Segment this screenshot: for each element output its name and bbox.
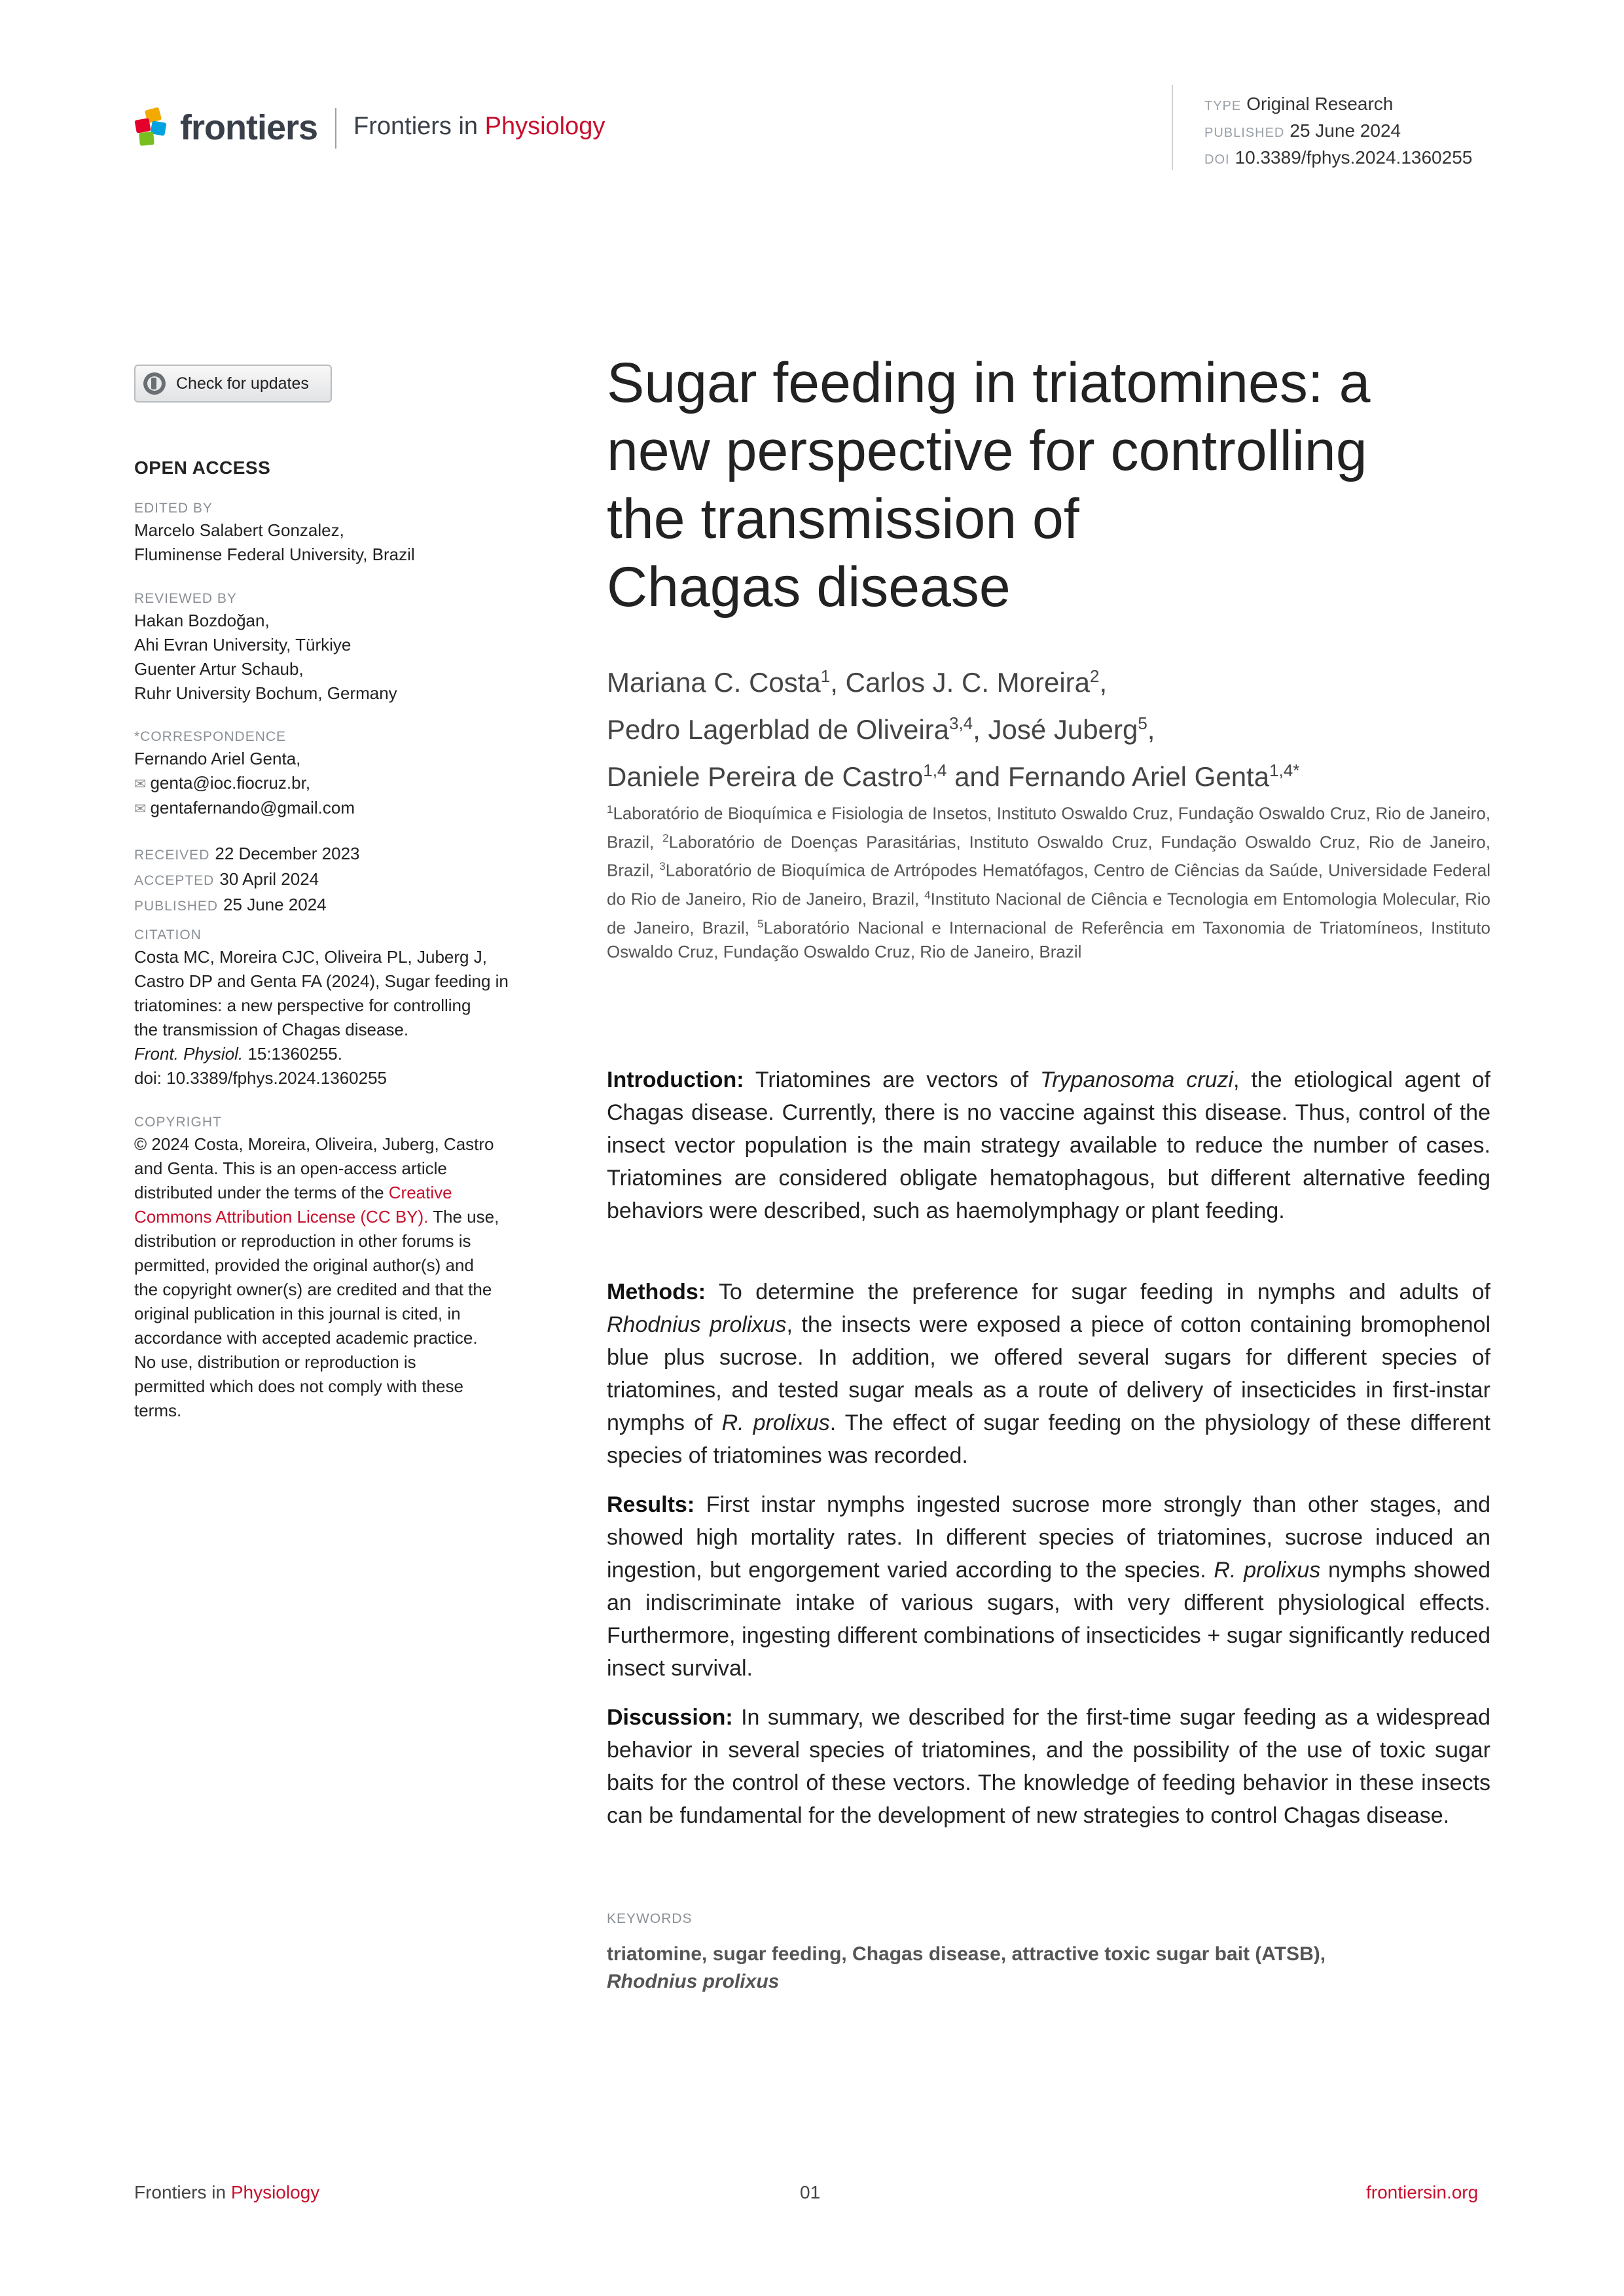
citation-journal: Front. Physiol. [134, 1044, 244, 1064]
intro-text: , the etiological agent of Chagas disease. Currently, there is no vaccine against this disease. Thus, control of the insect vector population is the main strategy available to reduce the number of cases. Triatomines are considered obligate hematophagous, but different alternative feeding behaviors were described, such as haemolymphagy or plant feeding. [607, 1067, 1490, 1223]
affil-text: Laboratório de Bioquímica de Artrópodes Hematófagos, Centro de Ciências da Saúde, Universidade Federal do Rio de Janeiro, Rio de Janeiro, Brazil, [607, 860, 1490, 909]
author-affil: 1,4 [923, 761, 947, 780]
copyright-line: the copyright owner(s) are credited and that the [134, 1280, 492, 1299]
copyright-text: The use, [433, 1207, 499, 1227]
journal-prefix: Frontiers in [353, 113, 478, 140]
article-meta [1204, 92, 1472, 172]
author-list [607, 656, 1523, 797]
intro-species: Trypanosoma cruzi [1039, 1067, 1234, 1092]
citation-line [134, 1042, 547, 1066]
author-affil: 1,4* [1269, 761, 1300, 780]
intro-text: Triatomines are vectors of [744, 1067, 1040, 1092]
edited-by-section [134, 499, 547, 567]
copyright-line: permitted which does not comply with these [134, 1376, 463, 1396]
author-name[interactable]: Daniele Pereira de Castro [607, 761, 924, 792]
title-line: the transmission of [607, 488, 1079, 550]
author-sep: , [830, 667, 846, 698]
citation-line: the transmission of Chagas disease. [134, 1020, 409, 1039]
doi-key: DOI [1204, 152, 1230, 167]
results-species: R. prolixus [1214, 1558, 1321, 1583]
received-value: 22 December 2023 [215, 844, 360, 863]
author-name[interactable]: Carlos J. C. Moreira [845, 667, 1091, 698]
journal-name[interactable] [353, 113, 605, 141]
affil-sup: 2 [662, 831, 669, 844]
accepted-date [134, 867, 547, 893]
citation-doi[interactable]: doi: 10.3389/fphys.2024.1360255 [134, 1068, 388, 1088]
reviewer-line: Ahi Evran University, Türkiye [134, 635, 352, 655]
affil-text: Instituto Nacional de Ciência e Tecnologia em Entomologia Molecular, Rio de Janeiro, Brazil, [607, 889, 1490, 938]
copyright-line: accordance with accepted academic practice. [134, 1328, 478, 1348]
footer-journal-name: Physiology [230, 2182, 320, 2202]
copyright-line [134, 1205, 547, 1229]
published-key: PUBLISHED [1204, 126, 1285, 140]
published-value: 25 June 2024 [1290, 120, 1401, 141]
author-affil: 5 [1138, 713, 1147, 733]
footer-journal[interactable] [134, 2182, 319, 2203]
license-link[interactable]: Commons Attribution License (CC BY). [134, 1207, 429, 1227]
citation-volume: 15:1360255. [247, 1044, 342, 1064]
published-value: 25 June 2024 [223, 895, 327, 914]
methods-text: , the insects were exposed a piece of cotton containing bromophenol blue plus sucrose. In addition, we offered several sugars for different species of triatomines, and tested sugar meals as a route of delivery of insecticides in first-instar nymphs of [607, 1312, 1490, 1435]
abstract-discussion [607, 1701, 1490, 1832]
abstract-methods [607, 1276, 1490, 1472]
article-title [607, 349, 1523, 621]
envelope-icon: ✉ [134, 800, 147, 817]
check-for-updates-label: Check for updates [176, 374, 309, 393]
title-line: Sugar feeding in triatomines: a [607, 351, 1371, 414]
affil-sup: 1 [607, 803, 613, 816]
author-affil: 2 [1090, 666, 1100, 686]
type-key: TYPE [1204, 99, 1242, 113]
author-line [607, 656, 1523, 703]
correspondence-section [134, 727, 547, 821]
copyright-line: distribution or reproduction in other forums is [134, 1231, 471, 1251]
author-sep: and [947, 761, 1008, 792]
copyright-line: terms. [134, 1401, 182, 1420]
affil-sup: 4 [924, 888, 931, 901]
author-name[interactable]: Fernando Ariel Genta [1007, 761, 1270, 792]
dates-section [134, 842, 547, 918]
discussion-label: Discussion: [607, 1705, 733, 1730]
email-line[interactable] [134, 796, 547, 821]
copyright-line: © 2024 Costa, Moreira, Oliveira, Juberg, Castro [134, 1134, 494, 1154]
citation-line: triatomines: a new perspective for controlling [134, 996, 471, 1015]
author-affil: 3,4 [949, 713, 973, 733]
methods-text: . The effect of sugar feeding on the physiology of these different species of triatomines was recorded. [607, 1410, 1490, 1468]
received-label: RECEIVED [134, 848, 210, 863]
author-affil: 1 [820, 666, 831, 686]
license-link[interactable]: Creative [388, 1183, 452, 1202]
check-for-updates-button[interactable] [134, 365, 332, 403]
author-sep: , [1147, 714, 1155, 745]
type-value: Original Research [1246, 94, 1394, 114]
copyright-line: permitted, provided the original author(s) and [134, 1255, 474, 1275]
results-text: nymphs showed an indiscriminate intake of various sugars, with very different physiological effects. Furthermore, ingesting different combinations of insecticides + sugar significantly reduced insect survival. [607, 1558, 1490, 1681]
citation-label: CITATION [134, 927, 202, 942]
author-line [607, 703, 1523, 750]
reviewed-by-section [134, 589, 547, 706]
abstract-introduction [607, 1064, 1490, 1227]
author-name[interactable]: Mariana C. Costa [607, 667, 821, 698]
title-line: new perspective for controlling [607, 420, 1367, 482]
author-sep: , [973, 714, 988, 745]
intro-label: Introduction: [607, 1067, 744, 1092]
methods-species: R. prolixus [721, 1410, 830, 1435]
affil-text: Laboratório de Bioquímica e Fisiologia de Insetos, Instituto Oswaldo Cruz, Fundação Oswaldo Cruz, Rio de Janeiro, Brazil, [607, 803, 1490, 852]
meta-divider [1172, 85, 1173, 170]
citation-section [134, 925, 547, 1090]
copyright-line: original publication in this journal is cited, in [134, 1304, 461, 1323]
reviewer-line: Ruhr University Bochum, Germany [134, 683, 397, 703]
author-sep: , [1099, 667, 1108, 698]
copyright-label: COPYRIGHT [134, 1115, 222, 1130]
accepted-value: 30 April 2024 [219, 869, 319, 889]
email-line[interactable] [134, 771, 547, 796]
published-date [134, 893, 547, 918]
envelope-icon: ✉ [134, 776, 147, 792]
abstract-results [607, 1488, 1490, 1685]
methods-species: Rhodnius prolixus [607, 1312, 787, 1337]
affil-text: Laboratório de Doenças Parasitárias, Instituto Oswaldo Cruz, Fundação Oswaldo Cruz, Rio de Janeiro, Brazil, [607, 832, 1490, 880]
methods-text: To determine the preference for sugar feeding in nymphs and adults of [706, 1280, 1490, 1304]
email-address[interactable]: gentafernando@gmail.com [150, 798, 355, 817]
affil-text: Laboratório Nacional e Internacional de Referência em Taxonomia de Triatomíneos, Instituto Oswaldo Cruz, Fundação Oswaldo Cruz, Rio de Janeiro, Brazil [607, 918, 1490, 962]
brand-name: frontiers [180, 108, 318, 147]
doi-value[interactable]: 10.3389/fphys.2024.1360255 [1235, 147, 1473, 168]
footer-website-link[interactable]: frontiersin.org [1366, 2182, 1479, 2202]
editor-line: Fluminense Federal University, Brazil [134, 545, 415, 564]
reviewer-line: Guenter Artur Schaub, [134, 659, 304, 679]
article-published [1204, 118, 1472, 145]
methods-label: Methods: [607, 1280, 706, 1304]
correspondence-label: *CORRESPONDENCE [134, 729, 287, 744]
citation-line: Castro DP and Genta FA (2024), Sugar feeding in [134, 971, 509, 991]
results-label: Results: [607, 1492, 695, 1517]
keywords-label: KEYWORDS [607, 1911, 693, 1926]
reviewer-line: Hakan Bozdoğan, [134, 611, 270, 630]
affiliations [607, 797, 1490, 964]
affil-sup: 3 [659, 860, 666, 873]
edited-by-label: EDITED BY [134, 501, 213, 516]
correspondence-name: Fernando Ariel Genta, [134, 749, 301, 768]
article-type [1204, 92, 1472, 118]
author-name[interactable]: José Juberg [988, 714, 1138, 745]
citation-line: Costa MC, Moreira CJC, Oliveira PL, Juberg J, [134, 947, 487, 967]
editor-line: Marcelo Salabert Gonzalez, [134, 520, 344, 540]
copyright-line [134, 1181, 547, 1205]
page-number: 01 [800, 2182, 821, 2202]
reviewed-by-label: REVIEWED BY [134, 591, 237, 606]
frontiers-logo-icon [134, 107, 172, 148]
article-doi [1204, 145, 1472, 172]
author-line [607, 750, 1523, 797]
received-date [134, 842, 547, 867]
discussion-text: In summary, we described for the first-time sugar feeding as a widespread behavior in several species of triatomines, and the possibility of the use of toxic sugar baits for the control of these vectors. The knowledge of feeding behavior in these insects can be fundamental for the development of new strategies to control Chagas disease. [607, 1705, 1490, 1828]
results-text: First instar nymphs ingested sucrose more strongly than other stages, and showed high mortality rates. In different species of triatomines, sucrose induced an ingestion, but engorgement varied according to the species. [607, 1492, 1490, 1583]
copyright-text: distributed under the terms of the [134, 1183, 384, 1202]
footer-journal-prefix: Frontiers in [134, 2182, 226, 2202]
keywords [607, 1941, 1490, 1996]
check-for-updates-icon [142, 371, 167, 396]
keywords-text: triatomine, sugar feeding, Chagas disease, attractive toxic sugar bait (ATSB), [607, 1943, 1326, 1965]
email-address[interactable]: genta@ioc.fiocruz.br, [150, 773, 311, 793]
title-line: Chagas disease [607, 556, 1011, 619]
accepted-label: ACCEPTED [134, 873, 215, 888]
copyright-line: No use, distribution or reproduction is [134, 1352, 416, 1372]
author-name[interactable]: Pedro Lagerblad de Oliveira [607, 714, 949, 745]
journal-title: Physiology [484, 113, 605, 140]
header-divider [335, 108, 336, 149]
open-access-label: OPEN ACCESS [134, 457, 271, 478]
copyright-section [134, 1113, 547, 1423]
keywords-species: Rhodnius prolixus [607, 1971, 780, 1992]
affil-sup: 5 [757, 917, 764, 930]
copyright-line: and Genta. This is an open-access article [134, 1158, 447, 1178]
frontiers-logo[interactable] [134, 105, 317, 151]
published-label: PUBLISHED [134, 899, 219, 914]
